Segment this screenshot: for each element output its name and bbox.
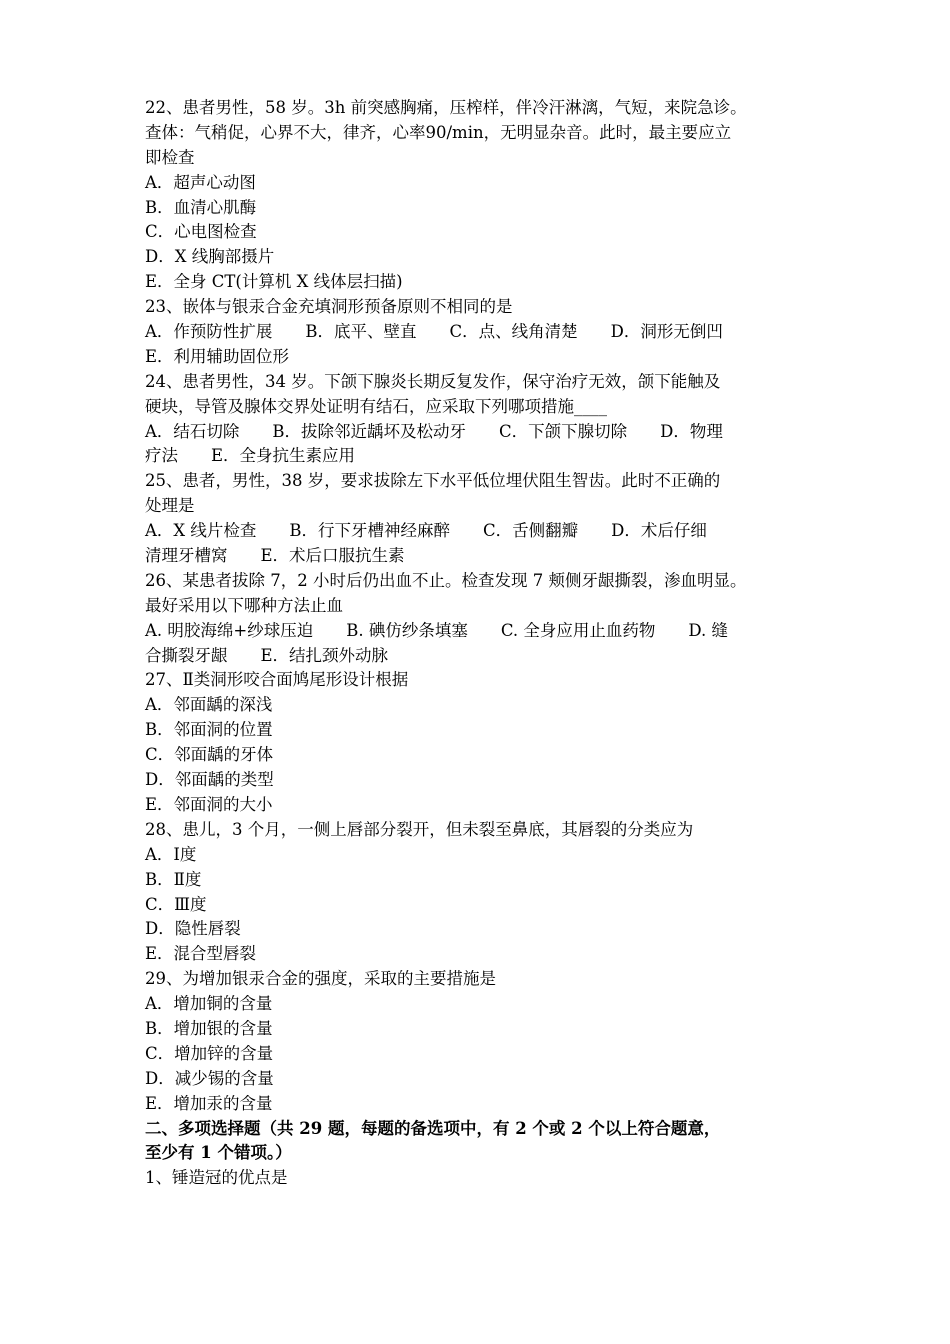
answer-option-line: B．血清心肌酶 xyxy=(145,197,257,217)
answer-option-line: A．增加铜的含量 xyxy=(145,994,273,1014)
answer-option-line: A. 明胶海绵+纱球压迫 B. 碘仿纱条填塞 C. 全身应用止血药物 D. 缝 xyxy=(145,620,729,640)
answer-option-line: B．增加银的含量 xyxy=(145,1018,273,1038)
question-text-line: 处理是 xyxy=(145,496,195,516)
answer-option-line: B．Ⅱ度 xyxy=(145,869,202,889)
answer-option-line: E．利用辅助固位形 xyxy=(145,346,290,366)
question-text-line: 29、为增加银汞合金的强度，采取的主要措施是 xyxy=(145,969,496,989)
question-text-line: 24、患者男性，34 岁。下颌下腺炎长期反复发作，保守治疗无效，颌下能触及 xyxy=(145,371,721,391)
answer-option-line: 清理牙槽窝 E．术后口服抗生素 xyxy=(145,546,405,566)
answer-option-line: C．增加锌的含量 xyxy=(145,1043,274,1063)
answer-option-line: B．邻面洞的位置 xyxy=(145,720,273,740)
question-text-line: 27、Ⅱ类洞形咬合面鸠尾形设计根据 xyxy=(145,670,409,690)
answer-option-line: A．Ⅰ度 xyxy=(145,844,197,864)
answer-option-line: A．作预防性扩展 B．底平、壁直 C．点、线角清楚 D．洞形无倒凹 xyxy=(145,322,723,342)
answer-option-line: D．邻面龋的类型 xyxy=(145,770,274,790)
answer-option-line: D．隐性唇裂 xyxy=(145,919,241,939)
question-text-line: 查体：气稍促，心界不大，律齐，心率90/min，无明显杂音。此时，最主要应立 xyxy=(145,122,732,142)
answer-option-line: 疗法 E．全身抗生素应用 xyxy=(145,446,356,466)
answer-option-line: D．减少锡的含量 xyxy=(145,1068,274,1088)
question-text-line: 1、锤造冠的优点是 xyxy=(145,1168,288,1188)
answer-option-line: C．Ⅲ度 xyxy=(145,894,207,914)
answer-option-line: A．X 线片检查 B．行下牙槽神经麻醉 C．舌侧翻瓣 D．术后仔细 xyxy=(145,521,707,541)
answer-option-line: D．X 线胸部摄片 xyxy=(145,247,275,267)
answer-option-line: E．全身 CT(计算机 X 线体层扫描) xyxy=(145,272,403,292)
answer-option-line: E．混合型唇裂 xyxy=(145,944,257,964)
answer-option-line: E．增加汞的含量 xyxy=(145,1093,273,1113)
answer-option-line: C．邻面龋的牙体 xyxy=(145,745,274,765)
section-heading-line: 二、多项选择题（共 29 题，每题的备选项中，有 2 个或 2 个以上符合题意， xyxy=(145,1118,721,1138)
question-text-line: 23、嵌体与银汞合金充填洞形预备原则不相同的是 xyxy=(145,297,513,317)
document-page xyxy=(145,96,811,1191)
question-text-line: 25、患者，男性，38 岁，要求拔除左下水平低位埋伏阻生智齿。此时不正确的 xyxy=(145,471,721,491)
question-text-line: 即检查 xyxy=(145,147,195,167)
answer-option-line: C．心电图检查 xyxy=(145,222,257,242)
answer-option-line: A．结石切除 B．拔除邻近龋坏及松动牙 C．下颌下腺切除 D．物理 xyxy=(145,421,723,441)
answer-option-line: E．邻面洞的大小 xyxy=(145,794,273,814)
section-heading-line: 至少有 1 个错项。） xyxy=(145,1143,292,1163)
question-text-line: 28、患儿，3 个月，一侧上唇部分裂开，但未裂至鼻底，其唇裂的分类应为 xyxy=(145,819,694,839)
question-text-line: 硬块，导管及腺体交界处证明有结石，应采取下列哪项措施____ xyxy=(145,396,607,416)
answer-option-line: A．超声心动图 xyxy=(145,172,256,192)
question-text-line: 22、患者男性，58 岁。3h 前突感胸痛，压榨样，伴冷汗淋漓，气短，来院急诊。 xyxy=(145,98,747,117)
answer-option-line: A．邻面龋的深浅 xyxy=(145,695,273,715)
question-text-line: 最好采用以下哪种方法止血 xyxy=(145,595,343,615)
answer-option-line: 合撕裂牙龈 E．结扎颈外动脉 xyxy=(145,645,389,665)
question-text-line: 26、某患者拔除 7，2 小时后仍出血不止。检查发现 7 颊侧牙龈撕裂，渗血明显。 xyxy=(145,570,747,590)
